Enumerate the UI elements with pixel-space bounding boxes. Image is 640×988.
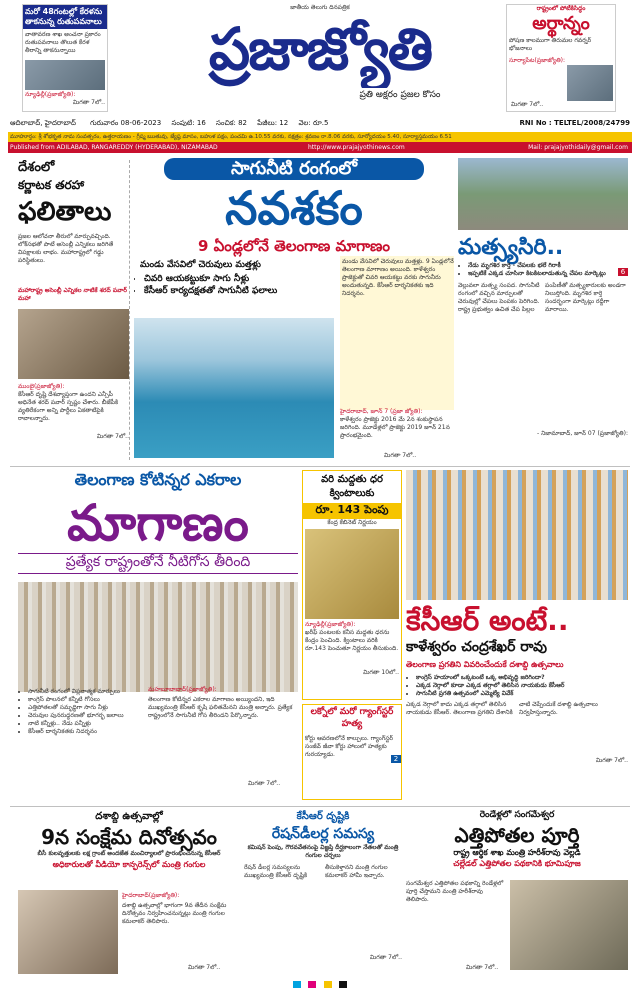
magaanam-dateline: మహబూబాబాద్(ప్రజాజ్యోతి):: [148, 686, 217, 693]
left-ear: [22, 4, 108, 112]
paddy-dateline: న్యూఢిల్లీ(ప్రజాజ్యోతి):: [305, 621, 356, 628]
dasabdi-more: మిగతా 7లో..: [188, 964, 221, 971]
divider: [10, 806, 630, 807]
left-story-highlight: మహారాష్ట్ర అసెంబ్లీ ఎన్నికల నాటికే శరద్ పవార్ మహా: [18, 287, 127, 302]
paddy-story: [302, 470, 402, 700]
left-story-text: ప్రజల ఆలోచనా తీరులో మార్పువచ్చింది. లోక్‌సభతో పాటే అసెంబ్లీ ఎన్నికలు జరిగితే విపక్షాలకు లాభం. మహారాష్ట్రలో గడ్డు పరిస్థితులు.: [18, 233, 114, 264]
meeting-photo: [18, 582, 298, 692]
left-story-headline: ఫలితాలు: [18, 197, 112, 227]
fish-bullet: • నేడు మృగశిర కార్తె - చేపలకు భలే గిరాకీ: [468, 262, 628, 270]
left-ear-text: వాతావరణ శాఖ అంచనా ప్రకారం రుతుపవనాలు తొలుత కేరళ తీరాన్ని తాకనున్నాయి: [25, 31, 101, 54]
paddy-title: వరి మద్దతు ధర క్వింటాలుకు: [321, 474, 383, 499]
magaanam-bullet: • ఎత్తిపోతలతో సమృద్ధిగా సాగు నీళ్లు: [28, 704, 150, 712]
paddy-price: రూ. 143 పెంపు: [303, 503, 401, 519]
left-ear-title: మరో 48గంటల్లో కేరళను తాకనున్న రుతుపవనాలు: [23, 5, 107, 29]
right-ear-more: మిగతా 7లో..: [511, 101, 544, 108]
magaanam-headline: మాగాణం: [67, 494, 249, 552]
lead-headline: నవశకం: [225, 181, 363, 235]
published-from: Published from ADILABAD, RANGAREDDY (HYDERABAD), NIZAMABAD: [10, 144, 218, 151]
dateline-location: ఆదిలాబాద్, హైదరాబాద్: [10, 119, 76, 127]
lucknow-title: లక్నోలో మరో గ్యాంగ్‌స్టర్ హత్య: [310, 707, 394, 729]
paper-title: ప్రజాజ్యోతి: [208, 15, 432, 83]
fish-market-photo: [458, 158, 628, 230]
dateline-pages: పేజీలు: 12: [257, 119, 289, 127]
cyan-swatch: [293, 981, 301, 988]
website-link[interactable]: http://www.prajajyothinews.com: [308, 144, 405, 151]
reservoir-photo: [134, 318, 334, 458]
kcr-bullets: [406, 674, 628, 698]
right-ear-text: పోషణ కాలముగా తిరుమల గవర్నర్ భోజనాలు: [509, 37, 592, 52]
dasabdi-dateline: హైదరాబాద్(ప్రజాజ్యోతి):: [122, 892, 180, 899]
magaanam-bullet: • సాగునీటి రంగంలో విప్లవాత్మక మార్పులు: [28, 688, 150, 696]
lift-story: [406, 810, 628, 978]
publisher-bar: [8, 142, 632, 153]
mail-address: Mail: prajajyothidaily@gmail.com: [528, 144, 628, 151]
magaanam-more: మిగతా 7లో..: [248, 780, 281, 787]
left-story-body: కేసీఆర్ దృష్టి దేశవ్యాప్తంగా ఉందని ఎన్సీపీ అధినేత శరద్ పవార్ స్పష్టం చేశారు. బీజేపీకి వ్యతిరేకంగా అన్ని పార్టీలు ఏకతాటిపైకి రావాలన్నారు.: [18, 391, 119, 422]
right-ear: [506, 4, 616, 112]
dateline-issue: సంచిక: 82: [216, 119, 247, 127]
lift-deck: చల్లేడల్ ఎత్తిపోతల పథకానికి భూమిపూజ: [453, 859, 581, 868]
kcr-headline: కేసీఆర్ అంటే..: [406, 604, 569, 637]
left-story-kicker: దేశంలో: [18, 160, 55, 175]
dasabdi-text: దశాబ్ది ఉత్సవాల్లో భాగంగా 9వ తేదీన సంక్షేమ దినోత్సవం నిర్వహించనున్నట్లు మంత్రి గంగుల కమలాకర్ తెలిపారు.: [122, 902, 227, 925]
lift-text: సంగమేశ్వర ఎత్తిపోతల పథకాన్ని రెండేళ్లలో పూర్తి చేస్తామని మంత్రి హరీశ్‌రావు తెలిపారు.: [406, 880, 504, 903]
dasabdi-sub: బీసీ కులవృత్తులకు లక్ష గ్రాంట్ అందజేత మంచిర్యాలలో ప్రారంభించనున్న కేసీఆర్: [37, 850, 221, 857]
tagline-bottom: ప్రతి అక్షరం ప్రజల కోసం: [359, 90, 441, 100]
fish-page-badge: 6: [618, 268, 628, 276]
dateline-bar: [10, 115, 630, 131]
tagline-top: జాతీయ తెలుగు దినపత్రిక: [290, 4, 350, 11]
lead-story: [134, 158, 454, 462]
lead-dateline: హైదరాబాద్, జూన్ 7 (ప్రజా జ్యోతి):: [340, 408, 423, 415]
ration-more: మిగతా 7లో..: [369, 954, 402, 961]
lift-kicker: రెండేళ్లలో సంగమేశ్వర: [479, 810, 555, 820]
dateline-volume: సంపుటి: 16: [171, 119, 206, 127]
lead-bullet: • కేసీఆర్ కార్యదక్షతతో సాగునీటి ఫలాలు: [144, 286, 454, 298]
left-story-more: మిగతా 7లో..: [96, 433, 129, 440]
kcr-text: ఎక్కడ నెగ్గాలో కాదు ఎక్కడ తగ్గాలో తెలిసిన నాయకుడు కేసీఆర్. తెలంగాణ ప్రగతిని దేశానికి చాటి చెప్పేందుకే దశాబ్ది ఉత్సవాలు నిర్వహిస్తున్నారు.: [406, 701, 598, 716]
fish-text: వెల్లువలా మత్స్య సంపద. సాగునీటి రంగంలో వచ్చిన మార్పులతో చెరువుల్లో చేపలు పెంపకం పెరిగింది. రాష్ట్ర ప్రభుత్వం ఉచిత చేప పిల్లల పంపిణీతో మత్స్యకారులకు అండగా నిలుస్తోంది. మృగశిర కార్తె సందర్భంగా మార్కెట్లు రద్దీగా మారాయి.: [458, 282, 626, 313]
dateline-price: వెల: రూ.5: [298, 119, 329, 127]
lift-headline: ఎత్తిపోతల పూర్తి: [454, 823, 580, 847]
lead-bullet: • చివరి ఆయకట్టుకూ సాగు నీళ్లు: [144, 274, 454, 286]
fish-dateline: - నిజామాబాద్, జూన్ 07 (ప్రజాజ్యోతి):: [537, 430, 628, 437]
dasabdi-kicker: దశాబ్ది ఉత్సవాల్లో: [95, 811, 163, 822]
magaanam-kicker: తెలంగాణ కోటిన్నర ఎకరాల: [74, 470, 242, 489]
panchangam-bar: మూహూర్తం: శ్రీ శోభకృత నామ సంవత్సరం, ఉత్తరాయణం - గ్రీష్మ ఋతువు, జ్యేష్ఠ మాసం, బహుళ పక్షం, పంచమి ఉ.10.55 వరకు, నక్షత్రం: శ్రవణం రా.8.06 వరకు, సూర్యోదయం 5.40, సూర్యాస్తమయం 6.51: [8, 132, 632, 142]
lift-photo: [510, 880, 628, 970]
lucknow-story: [302, 704, 402, 800]
magaanam-bullet: • కాంగ్రెస్ పాలనలో కన్నీటి గోసలు: [28, 696, 150, 704]
magaanam-bullet: • నాటి కన్నీళ్లు.. నేడు పన్నీళ్లు: [28, 720, 150, 728]
paddy-sub: కేంద్ర కేబినెట్ నిర్ణయం: [327, 519, 377, 526]
rni-number: RNI No : TELTEL/2008/24799: [519, 119, 630, 127]
kcr-photo: [406, 470, 628, 600]
magaanam-body: తెలంగాణ కోటిన్నర ఎకరాల మాగాణం అయ్యిందని, ఇది ముఖ్యమంత్రి కేసీఆర్ కృషి ఫలితమేనని మంత్రి అన్నారు. ప్రత్యేక రాష్ట్రంలోనే సాగునీటి గోస తీరిందని పేర్కొన్నారు.: [148, 696, 293, 719]
lead-more: మిగతా 7లో..: [384, 452, 417, 459]
kcr-bullet: • ఎక్కడ నెగ్గాలో కూడా ఎక్కడ తగ్గాలో తెలిసిన నాయకుడు కేసీఆర్: [416, 682, 628, 690]
black-swatch: [339, 981, 347, 988]
right-ear-dateline: సూర్యాపేట(ప్రజాజ్యోతి):: [509, 57, 566, 64]
lead-col-text: కాళేశ్వరం ప్రాజెక్టు 2016 మే 2న శంకుస్థాపన జరిగింది. మూడేళ్లలో ప్రాజెక్టు 2019 జూన్ 21న ప్రారంభమైంది.: [340, 416, 450, 439]
left-ear-dateline: న్యూఢిల్లీ(ప్రజాజ్యోతి):: [25, 91, 76, 98]
magaanam-story: [18, 470, 298, 800]
lead-body: మండు వేసవిలో చెరువులు మత్తళ్లు. 9 ఏండ్లలోనే తెలంగాణ మాగాణం అయింది. కాళేశ్వరం ప్రాజెక్టుతో చివరి ఆయకట్టు వరకు సాగునీరు అందుతున్నది. కేసీఆర్ దార్శనికతకు ఇది నిదర్శనం.: [340, 256, 454, 410]
magenta-swatch: [308, 981, 316, 988]
fish-bullet: • ఇప్పటికే ఎక్కడ చూసినా కిటకిటలాడుతున్న చేపల మార్కెట్లు: [468, 270, 628, 278]
dateline-date: గురువారం 08-06-2023: [90, 119, 162, 127]
sharad-pawar-photo: [18, 309, 129, 379]
left-ear-photo: [25, 60, 105, 90]
ration-text: రేషన్ డీలర్ల సమస్యలను ముఖ్యమంత్రి కేసీఆర్ దృష్టికి తీసుకెళ్తానని మంత్రి గంగుల కమలాకర్ హామీ ఇచ్చారు.: [244, 864, 388, 879]
ration-kicker: కేసీఆర్ దృష్టికి: [296, 811, 350, 822]
fish-story: [458, 158, 628, 462]
magaanam-bullets: [18, 688, 150, 736]
dasabdi-photo: [18, 890, 118, 974]
right-ear-photo: [567, 65, 613, 101]
kcr-subhead: కాళేశ్వరం చంద్రశేఖర్ రావు: [406, 639, 547, 655]
fish-headline: మత్స్యసిరి..: [458, 235, 564, 260]
dasabdi-headline: 9న సంక్షేమ దినోత్సవం: [41, 825, 217, 849]
magaanam-subhead: ప్రత్యేక రాష్ట్రంతోనే నీటిగోస తీరింది: [18, 553, 298, 574]
ration-headline: రేషన్‌డీలర్ల సమస్య: [271, 826, 375, 842]
fish-bullets: [458, 262, 628, 278]
lucknow-badge: 2: [391, 755, 401, 763]
lead-deck: మండు వేసవిలో చెరువులు మత్తళ్లు: [140, 260, 261, 270]
yellow-swatch: [324, 981, 332, 988]
kcr-more: మిగతా 7లో..: [595, 757, 628, 764]
lead-kicker: సాగునీటి రంగంలో: [164, 158, 424, 180]
left-story-dateline: ముంబై(ప్రజాజ్యోతి):: [18, 383, 65, 390]
ration-story: [244, 810, 402, 978]
kcr-story: [406, 470, 628, 800]
lift-sub: రాష్ట్ర ఆర్థిక శాఖ మంత్రి హరీశ్‌రావు వెల్లడి: [453, 848, 581, 857]
left-story-kicker2: కర్ణాటక తరహా: [18, 178, 85, 192]
lucknow-text: కోర్టు ఆవరణలోనే కాల్పులు. గ్యాంగ్‌స్టర్ సంజీవ్ జీవా కోర్టు హాలులో హత్యకు గురయ్యాడు.: [305, 735, 394, 758]
left-story: [18, 160, 130, 460]
right-ear-top: రాష్ట్రంలో పోటీకిసిద్ధం: [536, 5, 586, 12]
paddy-text: ఖరీఫ్ పంటలకు కనీస మద్దతు ధరను కేంద్రం పెంచింది. క్వింటాలు వరికి రూ.143 పెంచుతూ నిర్ణయం తీసుకుంది.: [305, 629, 399, 652]
kcr-deck: తెలంగాణ ప్రగతిని వివరించేందుకే దశాబ్ది ఉత్సవాలు: [406, 660, 564, 669]
left-ear-more: మిగతా 7లో..: [72, 99, 105, 106]
lift-more: మిగతా 7లో..: [466, 964, 499, 971]
right-ear-title: అర్థాన్నం: [532, 13, 590, 34]
dasabdi-deck: అధికారులతో వీడియో కాన్ఫరెన్స్‌లో మంత్రి గంగుల: [52, 860, 206, 869]
magaanam-bullet: • కేసీఆర్ దార్శనికతకు నిదర్శనం: [28, 728, 150, 736]
kcr-bullet: • సాగునీటి ప్రగతి ఉత్సవంలో ఎమ్మెల్యే వివేక్: [416, 690, 628, 698]
paddy-photo: [305, 529, 399, 619]
divider: [10, 466, 630, 467]
dasabdi-story: [18, 810, 240, 978]
paddy-more: మిగతా 10లో..: [363, 669, 399, 676]
color-registration-strip: [10, 980, 630, 988]
kcr-bullet: • కాంగ్రెస్ హయాంలో ఒక్కటంటే ఒక్క అభివృద్ధి జరిగిందా?: [416, 674, 628, 682]
magaanam-bullet: • చెరువుల పునరుద్ధరణతో భూగర్భ జలాలు: [28, 712, 150, 720]
ration-deck: కమిషన్ పెంపు, గౌరవవేతనంపై విజ్ఞప్తి దీర్ఘకాలంగా నేతలతో మంత్రి గంగుల చర్చలు: [247, 844, 399, 859]
lead-subhead: 9 ఏండ్లలోనే తెలంగాణ మాగాణం: [197, 237, 391, 255]
